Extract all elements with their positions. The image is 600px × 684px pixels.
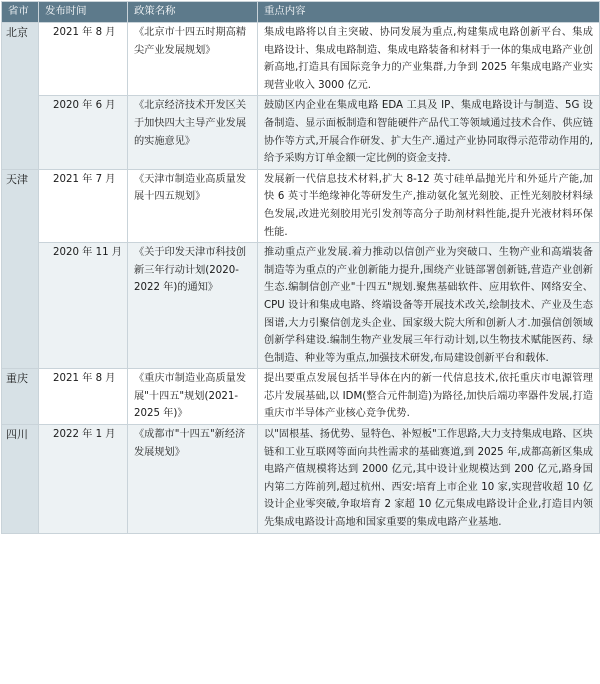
table-row xyxy=(2,243,600,369)
table-row xyxy=(2,169,600,242)
header-key-content: 重点内容 xyxy=(258,2,600,23)
table-row xyxy=(2,96,600,169)
table-header-row xyxy=(2,2,600,23)
policy-name-cell: 《成都市"十四五"新经济发展规划》 xyxy=(128,425,258,534)
date-cell: 2020 年 6 月 xyxy=(39,96,128,169)
policy-name-cell: 《天津市制造业高质量发展十四五规划》 xyxy=(128,169,258,242)
policy-table xyxy=(1,1,600,534)
date-cell: 2022 年 1 月 xyxy=(39,425,128,534)
content-cell: 推动重点产业发展.着力推动以信创产业为突破口、生物产业和高端装备制造等为重点的产业创新能力提升,围绕产业链部署创新链,营造产业创新生态.编制信创产业"十四五"规划.聚焦基础软件、应用软件、网络安全、CPU 设计和集成电路、终端设备等开展技术改关,绘制技术、产业及生态图谱,大力引聚信创龙头企业、国家级大院大所和创新人才.加强信创领域创新学科建设.编制生物产业发展三年行动计划,以生物技术赋能医药、绿色制造、种业等为重点,加强技术研发,布局建设创新平台和载体. xyxy=(258,243,600,369)
content-cell: 集成电路将以自主突破、协同发展为重点,构建集成电路创新平台、集成电路设计、集成电路制造、集成电路装备和材料于一体的集成电路产业创新高地,打造具有国际竞争力的产业集群,力争到 2025 年集成电路产业实现营业收入 3000 亿元. xyxy=(258,23,600,96)
header-date: 发布时间 xyxy=(39,2,128,23)
province-cell: 重庆 xyxy=(2,369,39,425)
policy-name-cell: 《北京经济技术开发区关于加快四大主导产业发展的实施意见》 xyxy=(128,96,258,169)
date-cell: 2021 年 7 月 xyxy=(39,169,128,242)
content-cell: 发展新一代信息技术材料,扩大 8-12 英寸硅单晶抛光片和外延片产能,加快 6 英寸半绝缘神化等研发生产,推动氨化氢光刻胶、正性光刻胶材料绿色发展,改进光刻胶用光引发剂等高分子助剂材料性能,提升光液材料环保性能. xyxy=(258,169,600,242)
table-row xyxy=(2,369,600,425)
table-row xyxy=(2,425,600,534)
table-row xyxy=(2,23,600,96)
policy-name-cell: 《北京市十四五时期高精尖产业发展规划》 xyxy=(128,23,258,96)
province-cell: 北京 xyxy=(2,23,39,170)
header-province: 省市 xyxy=(2,2,39,23)
policy-name-cell: 《重庆市制造业高质量发展"十四五"规划(2021-2025 年)》 xyxy=(128,369,258,425)
header-policy-name: 政策名称 xyxy=(128,2,258,23)
date-cell: 2020 年 11 月 xyxy=(39,243,128,369)
province-cell: 天津 xyxy=(2,169,39,369)
date-cell: 2021 年 8 月 xyxy=(39,369,128,425)
policy-name-cell: 《关于印发天津市科技创新三年行动计划(2020-2022 年)的通知》 xyxy=(128,243,258,369)
date-cell: 2021 年 8 月 xyxy=(39,23,128,96)
content-cell: 以"固根基、扬优势、显特色、补短板"工作思路,大力支持集成电路、区块链和工业互联网等面向共性需求的基础赛道,到 2025 年,成都高新区集成电路产值规模将达到 2000 亿元,其中设计业规模达到 200 亿元,路身国内第二方阵前列,超过杭州、西安:培育上市企业 10 家,实现营收超 10 亿设计企业零突破,争取培育 2 家超 10 亿元集成电路设计企业,打造目内领先集成电路设计高地和国家重要的集成电路产业基地. xyxy=(258,425,600,534)
content-cell: 提出要重点发展包括半导体在内的新一代信息技术,依托重庆市电源管理芯片发展基础,以 IDM(整合元件制造)为路径,加快后端功率器件发展,打造重庆市半导体产业核心竞争优势. xyxy=(258,369,600,425)
province-cell: 四川 xyxy=(2,425,39,534)
content-cell: 鼓励区内企业在集成电路 EDA 工具及 IP、集成电路设计与制造、5G 设备制造、显示面板制造和智能硬件产品代工等领域通过技术合作、供应链协作等方式,开展合作研发、扩大生产.通过产业协同取得示范带动作用的,给予采购方订单金额一定比例的资金支持. xyxy=(258,96,600,169)
